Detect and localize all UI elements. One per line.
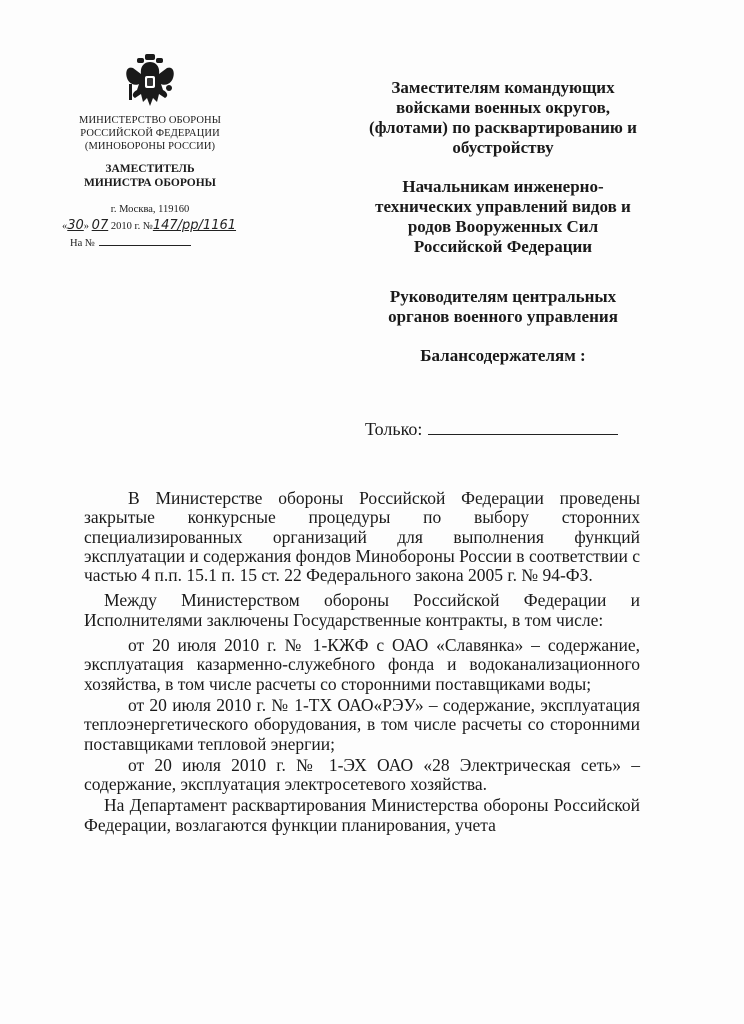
date-day: 30 (67, 218, 84, 233)
contract-item: от 20 июля 2010 г. № 1-ТХ ОАО«РЭУ» – содержание, эксплуатация теплоэнергетического оборудования, в том числе расчеты со сторонними поставщиками тепловой энергии; (84, 694, 640, 754)
quote-close: » (83, 221, 90, 232)
addressee-line: Руководителям центральных (389, 287, 617, 306)
only-label: Только: (365, 419, 423, 439)
letter-body (84, 489, 640, 841)
only-blank (428, 416, 618, 435)
addressee-line: технических управлений видов и (375, 197, 631, 216)
ministry-line: (МИНОБОРОНЫ РОССИИ) (84, 141, 216, 152)
addressee-line: обустройству (452, 138, 554, 157)
contract-item: от 20 июля 2010 г. № 1-КЖФ с ОАО «Славянка» – содержание, эксплуатация казарменно-служебного фонда и водоканализационного хозяйства, в том числе расчеты со сторонними поставщиками воды; (84, 635, 640, 694)
contract-item: от 20 июля 2010 г. № 1-ЭХ ОАО «28 Электрическая сеть» – содержание, эксплуатация электросетевого хозяйства. (84, 754, 640, 795)
addressee-group (358, 177, 648, 257)
reply-to-blank (99, 235, 191, 246)
quote-open: « (62, 221, 68, 232)
date-month: 07 (91, 218, 109, 233)
ministry-line: РОССИЙСКОЙ ФЕДЕРАЦИИ (80, 128, 220, 139)
date-year-label: 2010 г. № (110, 221, 153, 232)
addressee-line: войсками военных округов, (395, 98, 611, 117)
position-line: ЗАМЕСТИТЕЛЬ (105, 163, 195, 175)
addressee-group (358, 346, 648, 366)
addressee-line: органов военного управления (388, 307, 618, 326)
body-paragraph: Между Министерством обороны Российской Федерации и Исполнителями заключены Государственные контракты, в том числе: (84, 590, 640, 630)
city-address: г. Москва, 119160 (110, 204, 190, 215)
ministry-name (60, 114, 240, 153)
reply-to (60, 235, 240, 249)
body-paragraph: В Министерстве обороны Российской Федерации проведены закрытые конкурсные процедуры по выбору сторонних специализированных организаций для выполнения функций эксплуатации и содержания фондов Минобороны России в соответствии с частью 4 п.п. 15.1 п. 15 ст. 22 Федерального закона 2005 г. № 94-ФЗ. (84, 488, 640, 586)
double-headed-eagle-icon (123, 52, 177, 110)
addressee-line: Начальникам инженерно- (402, 177, 604, 196)
date-registration (60, 218, 240, 233)
addressee-line: Заместителям командующих (391, 78, 615, 97)
addressee-line: родов Вооруженных Сил (407, 217, 599, 236)
addressee-group (358, 78, 648, 158)
addressee-group (358, 287, 648, 327)
registration-number: 147/рр/1161 (152, 218, 237, 233)
addressee-line: Балансодержателям : (420, 346, 586, 365)
letterhead (60, 52, 240, 249)
addressee-block (358, 78, 648, 385)
addressee-line: (флотами) по расквартированию и (369, 118, 637, 137)
body-paragraph: На Департамент расквартирования Министерства обороны Российской Федерации, возлагаются функции планирования, учета (84, 795, 640, 835)
only-field (365, 416, 618, 440)
ministry-line: МИНИСТЕРСТВО ОБОРОНЫ (79, 115, 221, 126)
sender-position (60, 162, 240, 190)
reply-to-label: На № (70, 238, 95, 249)
position-line: МИНИСТРА ОБОРОНЫ (84, 177, 216, 189)
addressee-line: Российской Федерации (413, 237, 593, 256)
